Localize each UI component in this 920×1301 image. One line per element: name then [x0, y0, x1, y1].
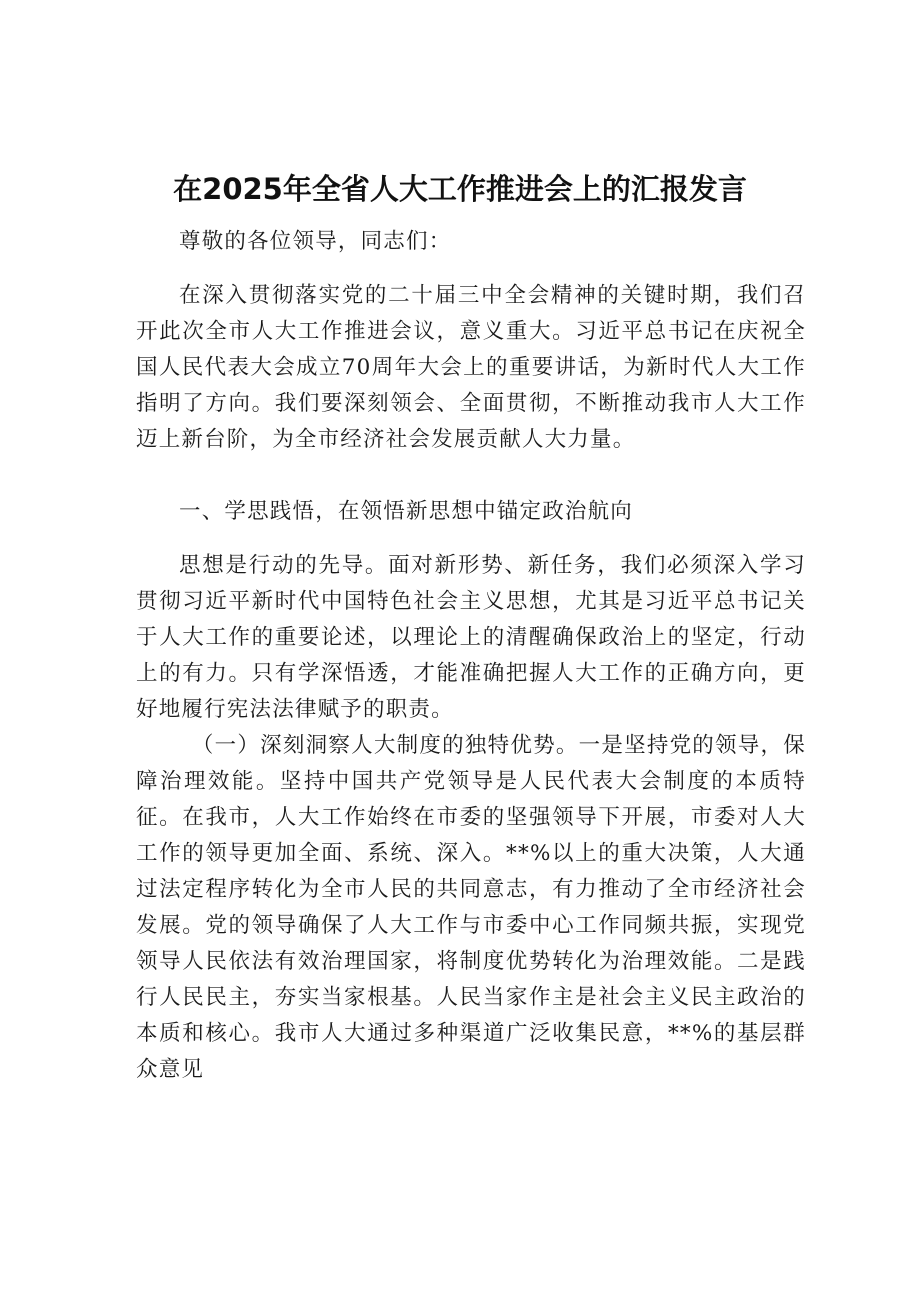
document-title: 在2025年全省人大工作推进会上的汇报发言	[173, 172, 747, 206]
section-heading-text: 一、学思践悟，在领悟新思想中锚定政治航向	[179, 499, 634, 524]
paragraph-text: 在深入贯彻落实党的二十届三中全会精神的关键时期，我们召开此次全市人大工作推进会议，意义重大。习近平总书记在庆祝全国人民代表大会成立70周年大会上的重要讲话，为新时代人大工作指明了方向。我们要深刻领会、全面贯彻，不断推动我市人大工作迈上新台阶，为全市经济社会发展贡献人大力量。	[136, 283, 806, 452]
paragraph-text: （一）深刻洞察人大制度的独特优势。一是坚持党的领导，保障治理效能。坚持中国共产党领导是人民代表大会制度的本质特征。在我市，人大工作始终在市委的坚强领导下开展，市委对人大工作的领导更加全面、系统、深入。**%以上的重大决策，人大通过法定程序转化为全市人民的共同意志，有力推动了全市经济社会发展。党的领导确保了人大工作与市委中心工作同频共振，实现党领导人民依法有效治理国家，将制度优势转化为治理效能。二是践行人民民主，夯实当家根基。人民当家作主是社会主义民主政治的本质和核心。我市人大通过多种渠道广泛收集民意，**%的基层群众意见	[136, 733, 806, 1082]
paragraph-text: 思想是行动的先导。面对新形势、新任务，我们必须深入学习贯彻习近平新时代中国特色社会主义思想，尤其是习近平总书记关于人大工作的重要论述，以理论上的清醒确保政治上的坚定，行动上的有力。只有学深悟透，才能准确把握人大工作的正确方向，更好地履行宪法法律赋予的职责。	[136, 553, 806, 722]
salutation	[136, 224, 806, 260]
intro-paragraph	[136, 278, 806, 458]
subsection-paragraph	[136, 728, 806, 1088]
body-paragraph	[136, 548, 806, 728]
salutation-text: 尊敬的各位领导，同志们：	[179, 229, 452, 254]
section-heading	[136, 494, 806, 530]
